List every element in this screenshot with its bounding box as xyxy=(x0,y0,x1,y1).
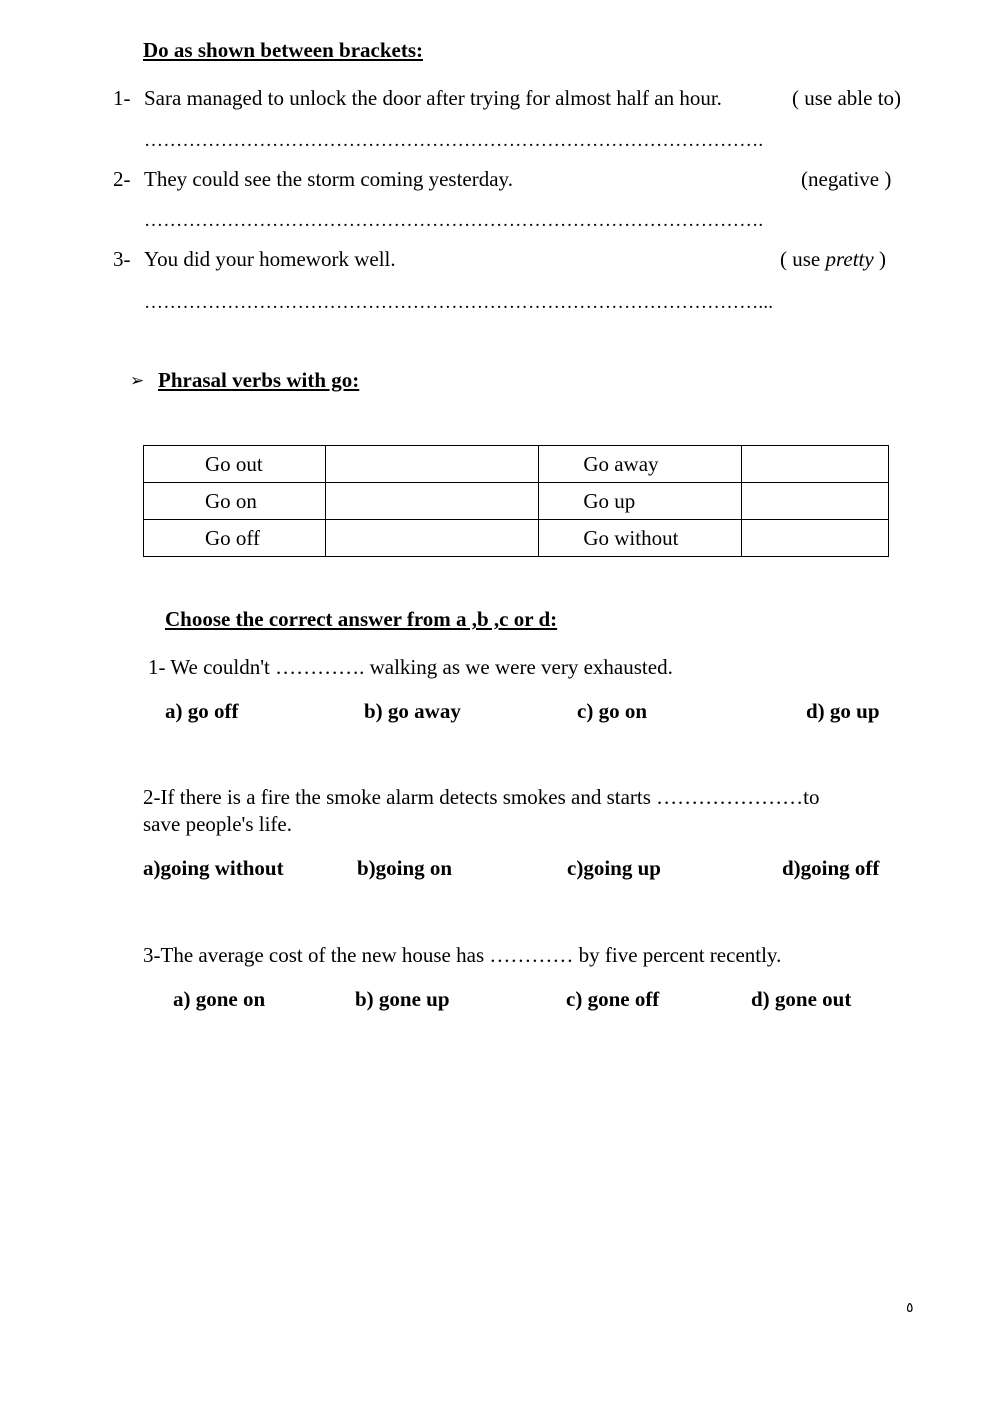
section1-heading: Do as shown between brackets: xyxy=(143,38,423,62)
item3-number: 3- xyxy=(113,247,131,271)
q1-option-d[interactable]: d) go up xyxy=(806,699,880,723)
question3-text: 3-The average cost of the new house has ………… by five percent recently. xyxy=(143,943,782,967)
table-answer-cell[interactable] xyxy=(326,446,539,483)
q1-option-b[interactable]: b) go away xyxy=(364,699,461,723)
table-cell: Go up xyxy=(539,483,741,520)
phrasal-verbs-table xyxy=(143,445,889,557)
q1-option-c[interactable]: c) go on xyxy=(577,699,647,723)
question1-text: 1- We couldn't …………. walking as we were very exhausted. xyxy=(148,655,673,679)
table-answer-cell[interactable] xyxy=(741,446,888,483)
table-cell: Go out xyxy=(144,446,326,483)
q2-option-c[interactable]: c)going up xyxy=(567,856,661,880)
table-row xyxy=(144,446,889,483)
q2-option-d[interactable]: d)going off xyxy=(782,856,880,880)
table-cell: Go away xyxy=(539,446,741,483)
item3-answer-line[interactable]: ……………………………………………………………………………………... xyxy=(144,292,774,313)
q2-option-b[interactable]: b)going on xyxy=(357,856,453,880)
table-row xyxy=(144,520,889,557)
item1-sentence: Sara managed to unlock the door after trying for almost half an hour. xyxy=(144,86,722,110)
table-answer-cell[interactable] xyxy=(741,483,888,520)
item3-instruction xyxy=(780,247,886,272)
q1-option-a[interactable]: a) go off xyxy=(165,699,239,723)
item2-instruction: (negative ) xyxy=(801,167,892,191)
item3-instruction-post: ) xyxy=(873,247,886,271)
arrow-bullet-icon: ➢ xyxy=(130,371,145,390)
table-answer-cell[interactable] xyxy=(326,520,539,557)
item2-answer-line[interactable]: ……………………………………………………………………………………. xyxy=(144,210,764,231)
question2-text-line2: save people's life. xyxy=(143,812,292,836)
item3-instruction-pre: ( use xyxy=(780,247,826,271)
section3-heading: Choose the correct answer from a ,b ,c or d: xyxy=(165,607,558,631)
q3-option-b[interactable]: b) gone up xyxy=(355,987,450,1011)
item3-instruction-emphasis: pretty xyxy=(825,247,874,271)
q2-option-a[interactable]: a)going without xyxy=(143,856,284,880)
q3-option-c[interactable]: c) gone off xyxy=(566,987,660,1011)
item2-number: 2- xyxy=(113,167,131,191)
item1-number: 1- xyxy=(113,86,131,110)
question2-text-line1: 2-If there is a fire the smoke alarm detects smokes and starts …………………to xyxy=(143,785,820,809)
section2-heading: Phrasal verbs with go: xyxy=(158,368,360,392)
q3-option-a[interactable]: a) gone on xyxy=(173,987,266,1011)
table-answer-cell[interactable] xyxy=(741,520,888,557)
item3-sentence: You did your homework well. xyxy=(144,247,396,271)
item2-sentence: They could see the storm coming yesterday. xyxy=(144,167,513,191)
table-row xyxy=(144,483,889,520)
q3-option-d[interactable]: d) gone out xyxy=(751,987,852,1011)
table-cell: Go without xyxy=(539,520,741,557)
page-number: ٥ xyxy=(906,1300,914,1316)
table-cell: Go off xyxy=(144,520,326,557)
item1-answer-line[interactable]: ……………………………………………………………………………………. xyxy=(144,130,764,151)
item1-instruction: ( use able to) xyxy=(792,86,902,110)
table-cell: Go on xyxy=(144,483,326,520)
table-answer-cell[interactable] xyxy=(326,483,539,520)
